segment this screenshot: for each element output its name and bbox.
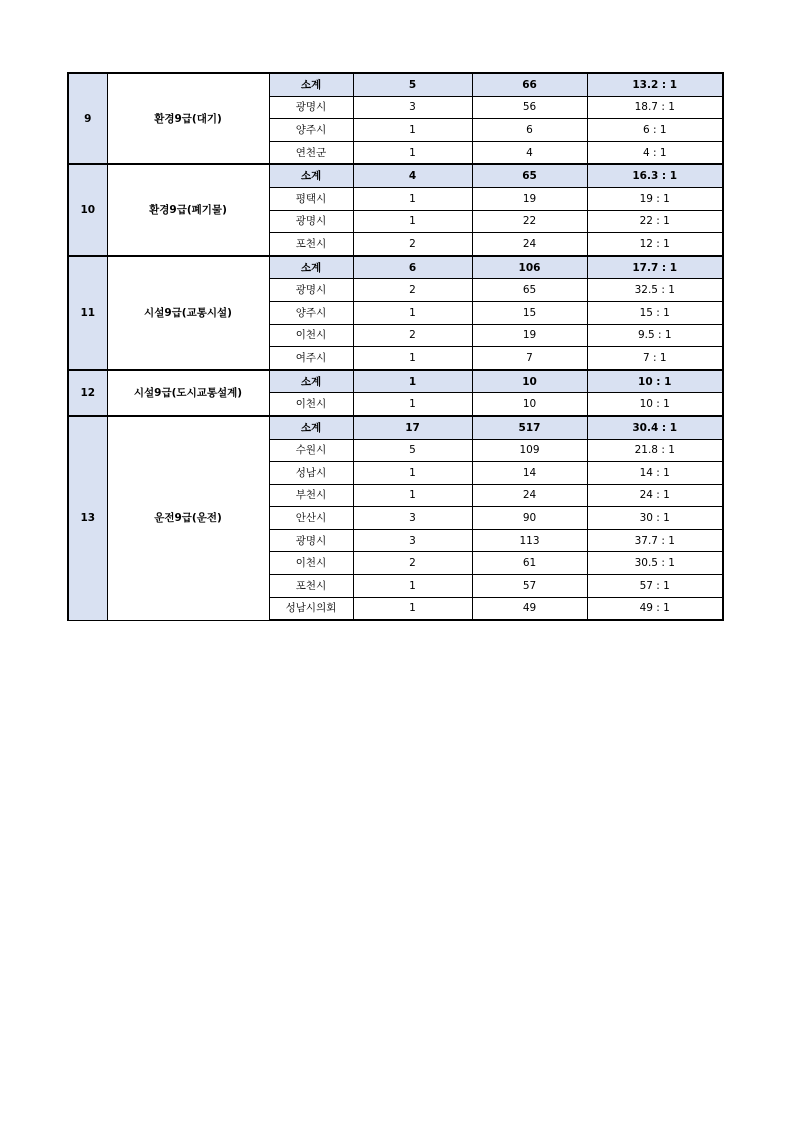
ratio-cell: 12 : 1: [587, 233, 723, 256]
group-number: 10: [68, 164, 107, 255]
position-name: 환경9급(폐기물): [107, 164, 269, 255]
applicants-cell: 19: [472, 187, 587, 210]
subtotal-label: 소계: [269, 73, 353, 96]
applicants-cell: 4: [472, 141, 587, 164]
subtotal-ratio: 16.3 : 1: [587, 164, 723, 187]
applicants-cell: 109: [472, 439, 587, 462]
subtotal-ratio: 17.7 : 1: [587, 256, 723, 279]
subtotal-hires: 1: [353, 370, 472, 393]
subtotal-applicants: 10: [472, 370, 587, 393]
region-cell: 양주시: [269, 119, 353, 142]
ratio-cell: 32.5 : 1: [587, 279, 723, 302]
subtotal-applicants: 517: [472, 416, 587, 439]
hires-cell: 1: [353, 141, 472, 164]
ratio-cell: 21.8 : 1: [587, 439, 723, 462]
applicants-cell: 19: [472, 324, 587, 347]
region-cell: 수원시: [269, 439, 353, 462]
hires-cell: 1: [353, 347, 472, 370]
applicants-cell: 24: [472, 484, 587, 507]
subtotal-row: [68, 416, 723, 439]
hires-cell: 1: [353, 187, 472, 210]
ratio-cell: 19 : 1: [587, 187, 723, 210]
applicants-cell: 22: [472, 210, 587, 233]
hires-cell: 2: [353, 552, 472, 575]
hires-cell: 1: [353, 597, 472, 620]
ratio-cell: 30.5 : 1: [587, 552, 723, 575]
group-number: 13: [68, 416, 107, 620]
region-cell: 광명시: [269, 529, 353, 552]
subtotal-applicants: 106: [472, 256, 587, 279]
ratio-cell: 22 : 1: [587, 210, 723, 233]
hires-cell: 2: [353, 279, 472, 302]
hires-cell: 1: [353, 393, 472, 416]
hires-cell: 3: [353, 96, 472, 119]
hires-cell: 1: [353, 484, 472, 507]
ratio-cell: 10 : 1: [587, 393, 723, 416]
subtotal-hires: 4: [353, 164, 472, 187]
hires-cell: 3: [353, 529, 472, 552]
region-cell: 광명시: [269, 279, 353, 302]
subtotal-label: 소계: [269, 370, 353, 393]
region-cell: 성남시: [269, 462, 353, 485]
region-cell: 여주시: [269, 347, 353, 370]
region-cell: 이천시: [269, 324, 353, 347]
subtotal-row: [68, 73, 723, 96]
region-cell: 광명시: [269, 210, 353, 233]
ratio-cell: 7 : 1: [587, 347, 723, 370]
ratio-cell: 9.5 : 1: [587, 324, 723, 347]
applicants-cell: 14: [472, 462, 587, 485]
region-cell: 양주시: [269, 301, 353, 324]
ratio-cell: 37.7 : 1: [587, 529, 723, 552]
region-cell: 이천시: [269, 393, 353, 416]
hires-cell: 3: [353, 507, 472, 530]
applicants-cell: 24: [472, 233, 587, 256]
applicants-cell: 56: [472, 96, 587, 119]
applicants-cell: 113: [472, 529, 587, 552]
subtotal-label: 소계: [269, 164, 353, 187]
ratio-cell: 30 : 1: [587, 507, 723, 530]
hires-cell: 1: [353, 210, 472, 233]
hires-cell: 1: [353, 462, 472, 485]
position-name: 시설9급(도시교통설계): [107, 370, 269, 416]
position-name: 시설9급(교통시설): [107, 256, 269, 370]
ratio-cell: 57 : 1: [587, 575, 723, 598]
applicants-cell: 6: [472, 119, 587, 142]
hires-cell: 2: [353, 324, 472, 347]
subtotal-row: [68, 256, 723, 279]
group-number: 11: [68, 256, 107, 370]
applicants-cell: 61: [472, 552, 587, 575]
ratio-cell: 18.7 : 1: [587, 96, 723, 119]
hires-cell: 1: [353, 119, 472, 142]
position-name: 환경9급(대기): [107, 73, 269, 164]
applicants-cell: 57: [472, 575, 587, 598]
subtotal-label: 소계: [269, 416, 353, 439]
region-cell: 이천시: [269, 552, 353, 575]
subtotal-label: 소계: [269, 256, 353, 279]
ratio-cell: 6 : 1: [587, 119, 723, 142]
ratio-cell: 24 : 1: [587, 484, 723, 507]
hires-cell: 1: [353, 575, 472, 598]
region-cell: 평택시: [269, 187, 353, 210]
applicants-cell: 7: [472, 347, 587, 370]
region-cell: 안산시: [269, 507, 353, 530]
applicants-cell: 10: [472, 393, 587, 416]
competition-ratio-table: [67, 72, 724, 621]
region-cell: 성남시의회: [269, 597, 353, 620]
region-cell: 광명시: [269, 96, 353, 119]
ratio-cell: 49 : 1: [587, 597, 723, 620]
region-cell: 연천군: [269, 141, 353, 164]
position-name: 운전9급(운전): [107, 416, 269, 620]
hires-cell: 1: [353, 301, 472, 324]
region-cell: 부천시: [269, 484, 353, 507]
subtotal-applicants: 65: [472, 164, 587, 187]
subtotal-hires: 5: [353, 73, 472, 96]
applicants-cell: 65: [472, 279, 587, 302]
table-body: [68, 73, 723, 620]
subtotal-applicants: 66: [472, 73, 587, 96]
subtotal-ratio: 13.2 : 1: [587, 73, 723, 96]
group-number: 12: [68, 370, 107, 416]
ratio-cell: 4 : 1: [587, 141, 723, 164]
subtotal-row: [68, 370, 723, 393]
ratio-cell: 15 : 1: [587, 301, 723, 324]
group-number: 9: [68, 73, 107, 164]
subtotal-hires: 17: [353, 416, 472, 439]
subtotal-row: [68, 164, 723, 187]
applicants-cell: 15: [472, 301, 587, 324]
subtotal-hires: 6: [353, 256, 472, 279]
applicants-cell: 49: [472, 597, 587, 620]
applicants-cell: 90: [472, 507, 587, 530]
region-cell: 포천시: [269, 575, 353, 598]
subtotal-ratio: 30.4 : 1: [587, 416, 723, 439]
hires-cell: 5: [353, 439, 472, 462]
subtotal-ratio: 10 : 1: [587, 370, 723, 393]
hires-cell: 2: [353, 233, 472, 256]
ratio-cell: 14 : 1: [587, 462, 723, 485]
region-cell: 포천시: [269, 233, 353, 256]
